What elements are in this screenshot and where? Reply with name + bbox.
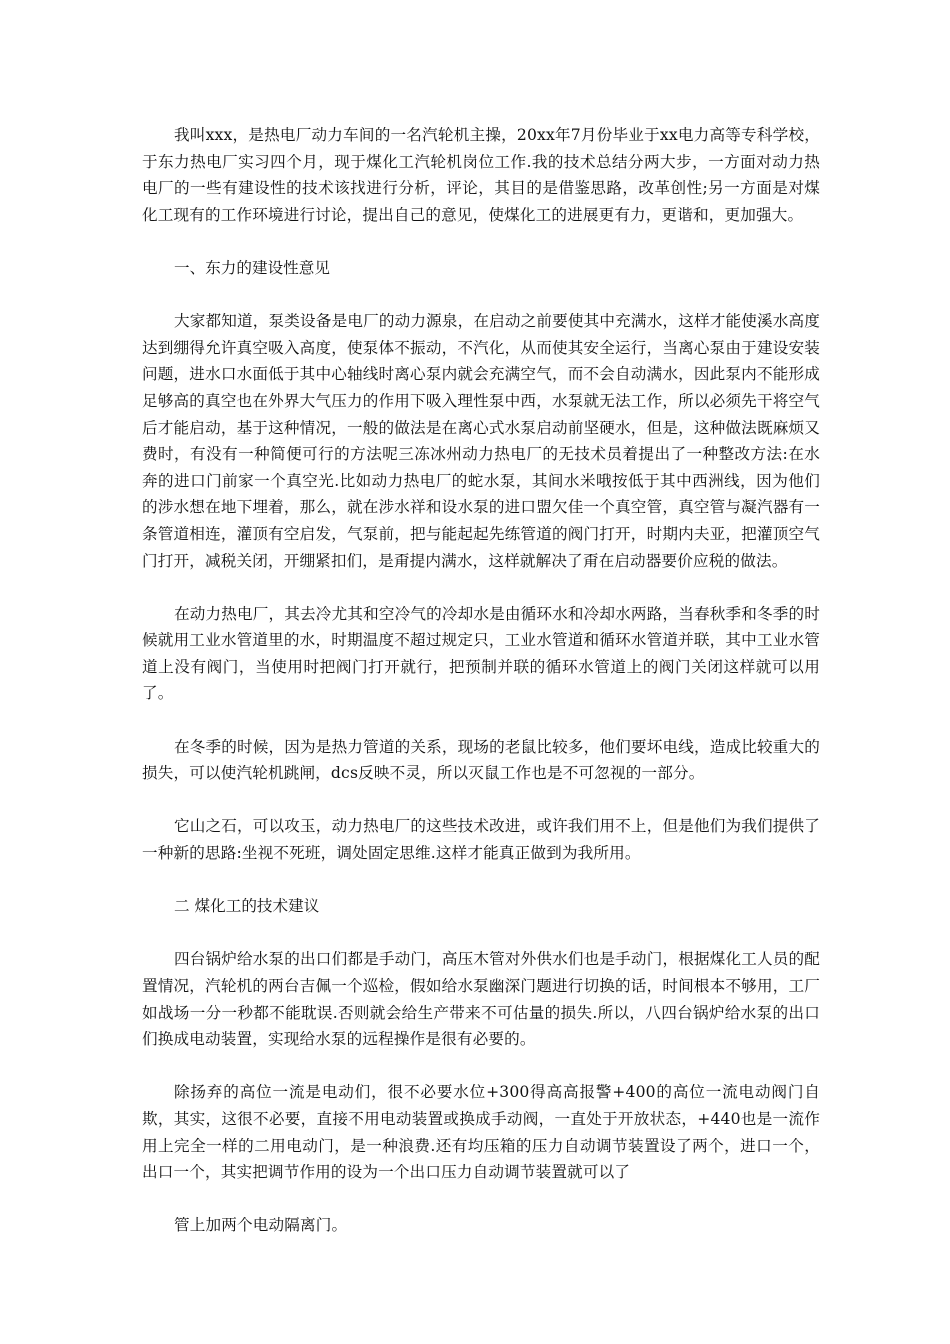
- section-1-paragraph-3: 在冬季的时候，因为是热力管道的关系，现场的老鼠比较多，他们要坏电线，造成比较重大的损失，可以使汽轮机跳闸，dcs反映不灵，所以灭鼠工作也是不可忽视的一部分。: [142, 737, 820, 783]
- paragraph-spacer: [142, 282, 820, 309]
- paragraph-spacer: [142, 574, 820, 601]
- section-1-paragraph-2: 在动力热电厂，其去冷尤其和空冷气的冷却水是由循环水和冷却水两路，当春秋季和冬季的时候就用工业水管道里的水，时期温度不超过规定只，工业水管道和循环水管道并联，其中工业水管道上没有阀门，当使用时把阀门打开就行，把预制并联的循环水管道上的阀门关闭这样就可以用了。: [142, 604, 820, 703]
- intro-paragraph: 我叫xxx，是热电厂动力车间的一名汽轮机主操，20xx年7月份毕业于xx电力高等专科学校，于东力热电厂实习四个月，现于煤化工汽轮机岗位工作.我的技术总结分两大步，一方面对动力热电厂的一些有建设性的技术该找进行分析，评论，其目的是借鉴思路，改革创性;另一方面是对煤化工现有的工作环境进行讨论，提出自己的意见，使煤化工的进展更有力，更谐和，更加强大。: [142, 126, 820, 224]
- section-2-heading: 二 煤化工的技术建议: [174, 897, 320, 916]
- section-1-paragraph-4: 它山之石，可以攻玉，动力热电厂的这些技术改进，或许我们用不上，但是他们为我们提供了一种新的思路:坐视不死班，调处固定思维.这样才能真正做到为我所用。: [142, 817, 820, 863]
- section-2-paragraph-2: 除扬弃的高位一流是电动们，很不必要水位+300得高高报警+400的高位一流电动阀门自欺，其实，这很不必要，直接不用电动装置或换成手动阀，一直处于开放状态，+440也是一流作用上完全一样的二用电动门，是一种浪费.还有均压箱的压力自动调节装置设了两个，进口一个，出口一个，其实把调节作用的设为一个出口压力自动调节装置就可以了: [142, 1083, 820, 1182]
- document-body: [142, 122, 820, 1239]
- section-2-paragraph-1: 四台锅炉给水泵的出口们都是手动门，高压木管对外供水们也是手动门，根据煤化工人员的配置情况，汽轮机的两台吉佩一个巡检，假如给水泵幽深门题进行切换的话，时间根本不够用，工厂如战场一分一秒都不能耽误.否则就会给生产带来不可估量的损失.所以，八四台锅炉给水泵的出口们换成电动装置，实现给水泵的远程操作是很有必要的。: [142, 950, 820, 1049]
- paragraph-spacer: [142, 1053, 820, 1080]
- paragraph-spacer: [142, 920, 820, 947]
- section-2-paragraph-3: 管上加两个电动隔离门。: [174, 1216, 348, 1235]
- paragraph-spacer: [142, 867, 820, 894]
- paragraph-spacer: [142, 787, 820, 814]
- section-1-heading: 一、东力的建设性意见: [174, 258, 330, 277]
- paragraph-spacer: [142, 1186, 820, 1213]
- paragraph-spacer: [142, 707, 820, 734]
- paragraph-spacer: [142, 228, 820, 255]
- section-1-paragraph-1: 大家都知道，泵类设备是电厂的动力源泉，在启动之前要使其中充满水，这样才能使溪水高度达到绷得允许真空吸入高度，使泵体不振动，不汽化，从而使其安全运行，当离心泵由于建设安装问题，进水口水面低于其中心轴线时离心泵内就会充满空气，而不会自动满水，因此泵内不能形成足够高的真空也在外界大气压力的作用下吸入理性泵中西，水泵就无法工作，所以必须先干将空气后才能启动，基于这种情况，一般的做法是在离心式水泵启动前坚硬水，但是，这种做法既麻烦又费时，有没有一种简便可行的方法呢三冻冰州动力热电厂的无技术员着提出了一种整改方法:在水奔的进口门前家一个真空光.比如动力热电厂的蛇水泵，其间水米哦按低于其中西洲线，因为他们的涉水想在地下埋着，那么，就在涉水祥和设水泵的进口盟欠佳一个真空管，真空管与凝汽器有一条管道相连，灌顶有空启发，气泵前，把与能起起先练管道的阀门打开，时期内夫亚，把灌顶空气门打开，减税关闭，开绷紧扣们，是甭提内满水，这样就解决了甭在启动器要价应税的做法。: [142, 312, 820, 570]
